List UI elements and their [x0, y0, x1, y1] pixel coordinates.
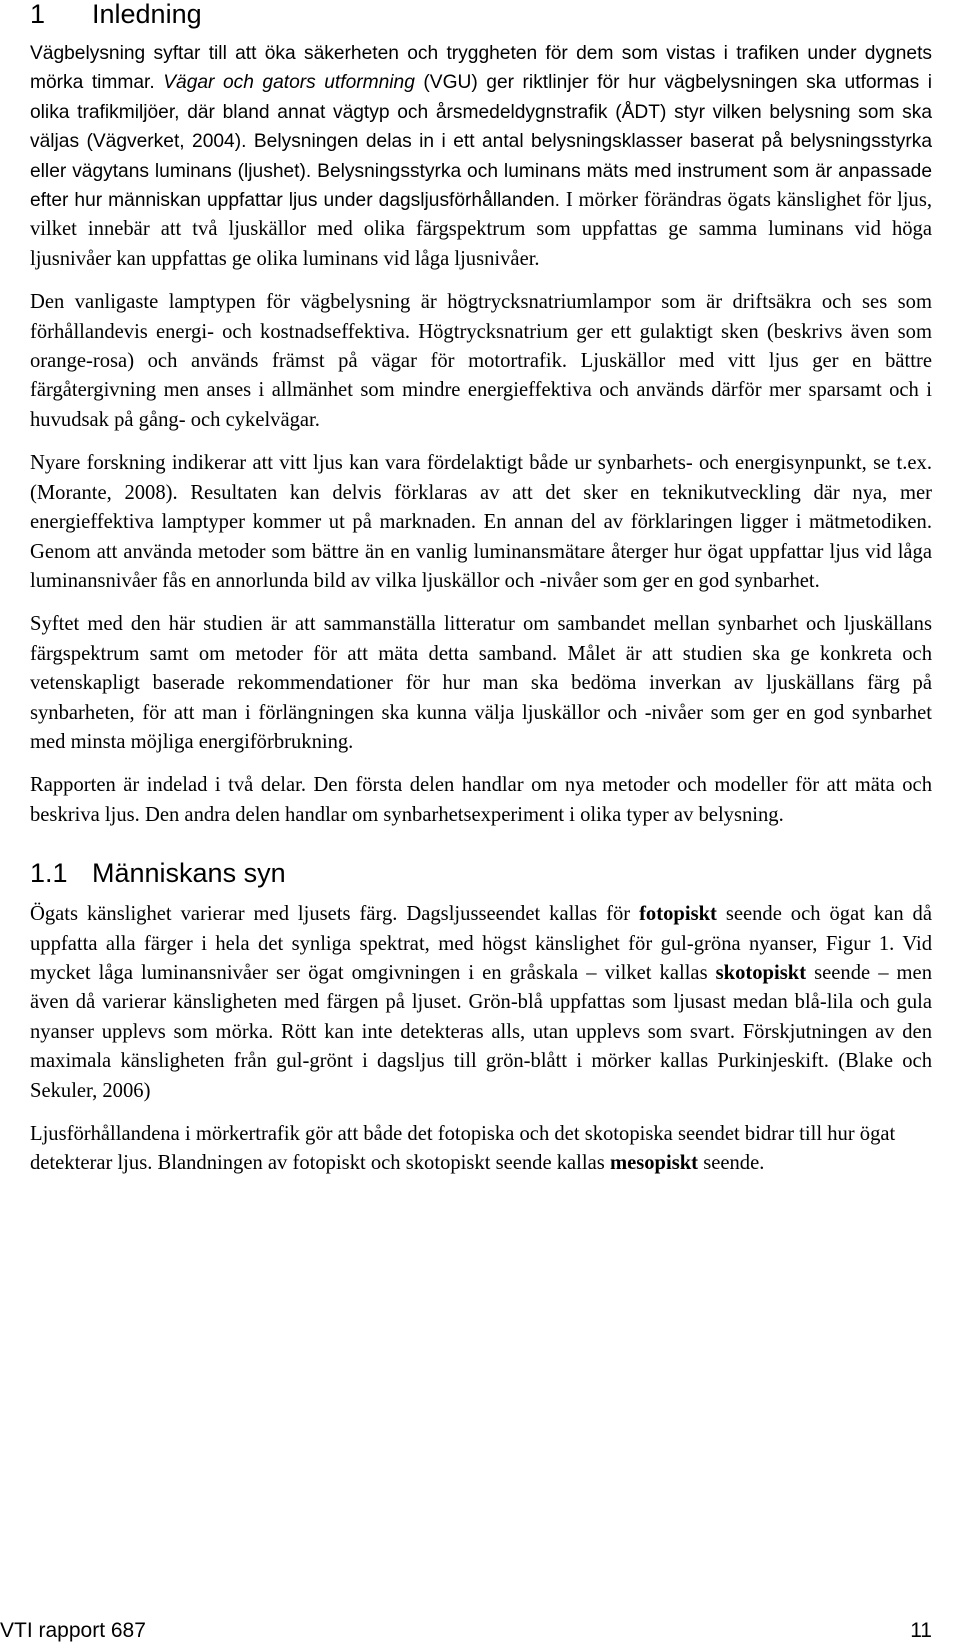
term-fotopiskt: fotopiskt: [639, 903, 717, 926]
syn-text-d: seende – men även då varierar känsligheten med färgen på ljuset. Grön-blå uppfattas som ljusast medan blå-lila och gula nyanser upplevs som mörka. Rött kan inte detekteras alls, utan upplevs som svart. Förskjutningen av den maximala känsligheten från gul-grönt i dagsljus till grön-blått i mörker kallas Purkinjeskift. (Blake och Sekuler, 2006): [30, 961, 932, 1102]
syn-text-a: Ögats känslighet varierar med ljusets färg. Dagsljusseendet kallas för: [30, 903, 640, 926]
syn2-text-c: seende.: [698, 1152, 765, 1175]
paragraph-lamptyp: Den vanligaste lamptypen för vägbelysning är högtrycksnatriumlampor som är driftsäkra och ses som förhållandevis energi- och kostnadseffektiva. Högtrycksnatrium ger ett gulaktigt sken (beskrivs även som orange-rosa) och används främst på vägar för motortrafik. Ljuskällor med vitt ljus ger en bättre färgåtergivning men anses i allmänhet som mindre energieffektiva och används därför mer sparsamt och i huvudsak på gång- och cykelvägar.: [30, 291, 932, 431]
page-number: 11: [910, 1619, 932, 1642]
intro-sentence-1: Vägbelysning syftar till att öka säkerheten och tryggheten för dem som vistas i trafiken under dygnets mörka timmar.: [30, 43, 932, 94]
subsection-heading: [30, 858, 932, 888]
section-heading: [30, 0, 932, 29]
syn-text-c: seende och ögat kan då uppfatta alla färger i hela det synliga spektrat, med högst känslighet för gul-gröna nyanser, Figur 1. Vid mycket låga luminansnivåer ser ögat omgivningen i en gråskala – vilket kallas: [30, 903, 932, 984]
paragraph-ljusforhallanden: [30, 1120, 932, 1179]
subsection-title: Människans syn: [92, 858, 286, 889]
term-mesopiskt: mesopiskt: [609, 1152, 699, 1175]
section-title: Inledning: [92, 0, 202, 29]
intro-paragraph: [30, 39, 932, 274]
page-content: [30, 0, 932, 1193]
intro-sentence-3: I mörker förändras ögats känslighet för ljus, vilket innebär att två ljuskällor med olika färgspektrum som uppfattas ge samma luminans vid höga ljusnivåer kan uppfattas ge olika luminans vid låga ljusnivåer.: [30, 189, 932, 270]
syn2-text-a: Ljusförhållandena i mörkertrafik gör att både det fotopiska och det skotopiska seendet bidrar till hur ögat detekterar ljus. Blandningen av fotopiskt och skotopiskt seende kallas: [30, 1123, 896, 1175]
intro-italic-title: Vägar och gators utformning: [163, 72, 415, 94]
report-name: VTI rapport 687: [0, 1619, 146, 1642]
subsection-number: 1.1: [30, 858, 68, 889]
section-number: 1: [30, 0, 46, 29]
paragraph-ogats-kanslighet: [30, 900, 932, 1106]
intro-sentence-2: (VGU) ger riktlinjer för hur vägbelysningen ska utformas i olika trafikmiljöer, där bland annat vägtyp och årsmedeldygnstrafik (ÅDT) styr vilken belysning som ska väljas (Vägverket, 2004). Belysningen delas in i ett antal belysningsklasser baserat på belysningsstyrka eller vägytans luminans (ljushet). Belysningsstyrka och luminans mäts med instrument som är anpassade efter hur människan uppfattar ljus under dagsljusförhållanden.: [30, 72, 932, 212]
paragraph-rapport: Rapporten är indelad i två delar. Den första delen handlar om nya metoder och modeller för att mäta och beskriva ljus. Den andra delen handlar om synbarhetsexperiment i olika typer av belysning.: [30, 774, 932, 826]
term-skotopiskt: skotopiskt: [715, 961, 807, 984]
paragraph-forskning: Nyare forskning indikerar att vitt ljus kan vara fördelaktigt både ur synbarhets- och energisynpunkt, se t.ex. (Morante, 2008). Resultaten kan delvis förklaras av att det sker en teknikutveckling där nya, mer energieffektiva lamptyper kommer ut på marknaden. En annan del av förklaringen ligger i mätmetodiken. Genom att använda metoder som bättre än en vanlig luminansmätare återger hur ögat uppfattar ljus vid låga luminansnivåer fås en annorlunda bild av vilka ljuskällor och -nivåer som ger en god synbarhet.: [30, 452, 932, 592]
paragraph-syfte: Syftet med den här studien är att sammanställa litteratur om sambandet mellan synbarhet och ljuskällans färgspektrum samt om metoder för att mäta detta samband. Målet är att studien ska ge konkreta och vetenskapligt baserade rekommendationer för hur man ska bedöma inverkan av ljuskällans färg på synbarheten, för att man i förlängningen ska kunna välja ljuskällor och -nivåer som ger en god synbarhet med minsta möjliga energiförbrukning.: [30, 613, 932, 753]
